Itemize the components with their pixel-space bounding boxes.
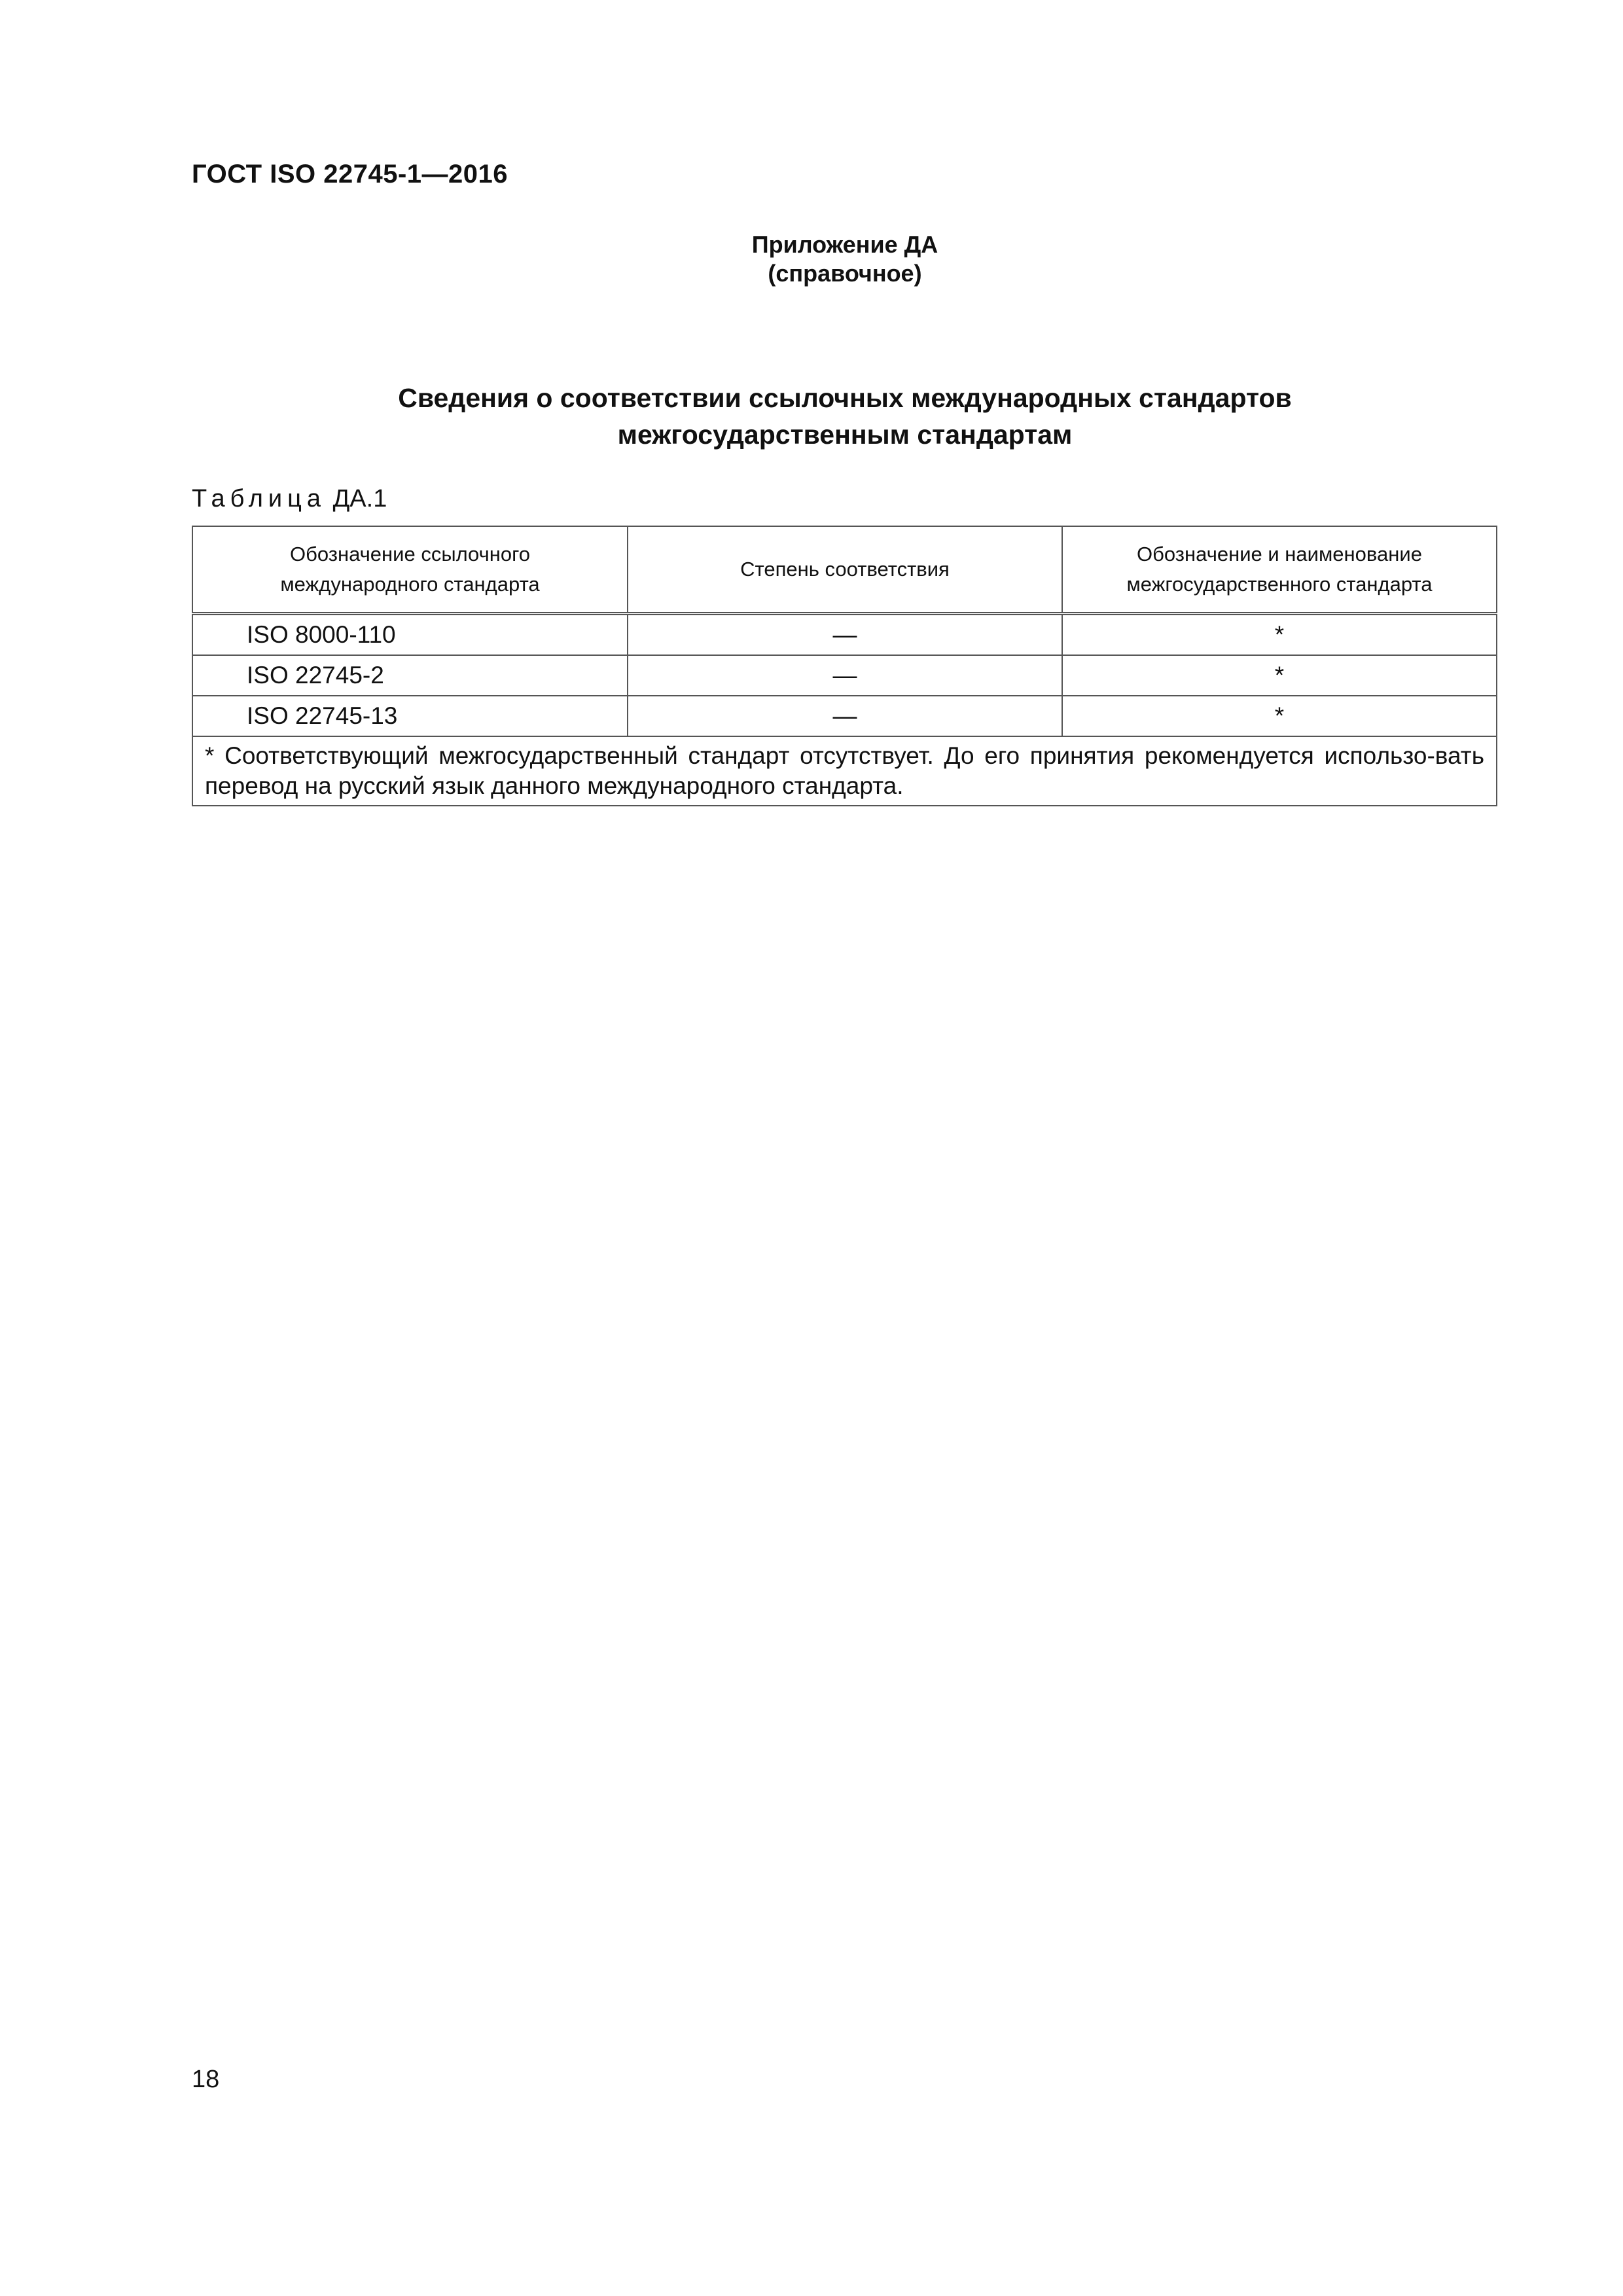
cell-interstate-standard: * bbox=[1062, 696, 1497, 736]
table-row bbox=[192, 696, 1497, 736]
cell-reference-standard: ISO 22745-13 bbox=[192, 696, 628, 736]
header-interstate-standard-line-1: Обозначение и наименование bbox=[1137, 543, 1422, 565]
table-row bbox=[192, 614, 1497, 656]
header-reference-standard-line-2: международного стандарта bbox=[280, 573, 540, 596]
cell-degree: — bbox=[628, 696, 1062, 736]
header-interstate-standard-line-2: межгосударственного стандарта bbox=[1126, 573, 1433, 596]
table-row bbox=[192, 655, 1497, 696]
reference-standards-table bbox=[192, 526, 1497, 806]
header-interstate-standard bbox=[1062, 526, 1497, 614]
section-title-line-1: Сведения о соответствии ссылочных международных стандартов bbox=[398, 383, 1292, 413]
header-degree-of-conformity: Степень соответствия bbox=[628, 526, 1062, 614]
cell-degree: — bbox=[628, 614, 1062, 656]
section-title-line-2: межгосударственным стандартам bbox=[617, 420, 1073, 450]
cell-interstate-standard: * bbox=[1062, 655, 1497, 696]
appendix-note: (справочное) bbox=[768, 260, 922, 287]
document-code: ГОСТ ISO 22745-1—2016 bbox=[192, 160, 508, 188]
table-caption-prefix: Таблица bbox=[192, 485, 326, 512]
table-footnote: * Соответствующий межгосударственный стандарт отсутствует. До его принятия рекомендуется использо-вать перевод на русский язык данного международного стандарта. bbox=[192, 736, 1497, 806]
table-footnote-row bbox=[192, 736, 1497, 806]
table-header-row bbox=[192, 526, 1497, 614]
header-reference-standard bbox=[192, 526, 628, 614]
cell-reference-standard: ISO 8000-110 bbox=[192, 614, 628, 656]
cell-degree: — bbox=[628, 655, 1062, 696]
cell-interstate-standard: * bbox=[1062, 614, 1497, 656]
appendix-title: Приложение ДА bbox=[751, 231, 938, 258]
cell-reference-standard: ISO 22745-2 bbox=[192, 655, 628, 696]
table-caption-number: ДА.1 bbox=[332, 485, 387, 512]
page-number: 18 bbox=[192, 2066, 220, 2093]
header-reference-standard-line-1: Обозначение ссылочного bbox=[290, 543, 530, 565]
table-caption bbox=[192, 484, 387, 513]
